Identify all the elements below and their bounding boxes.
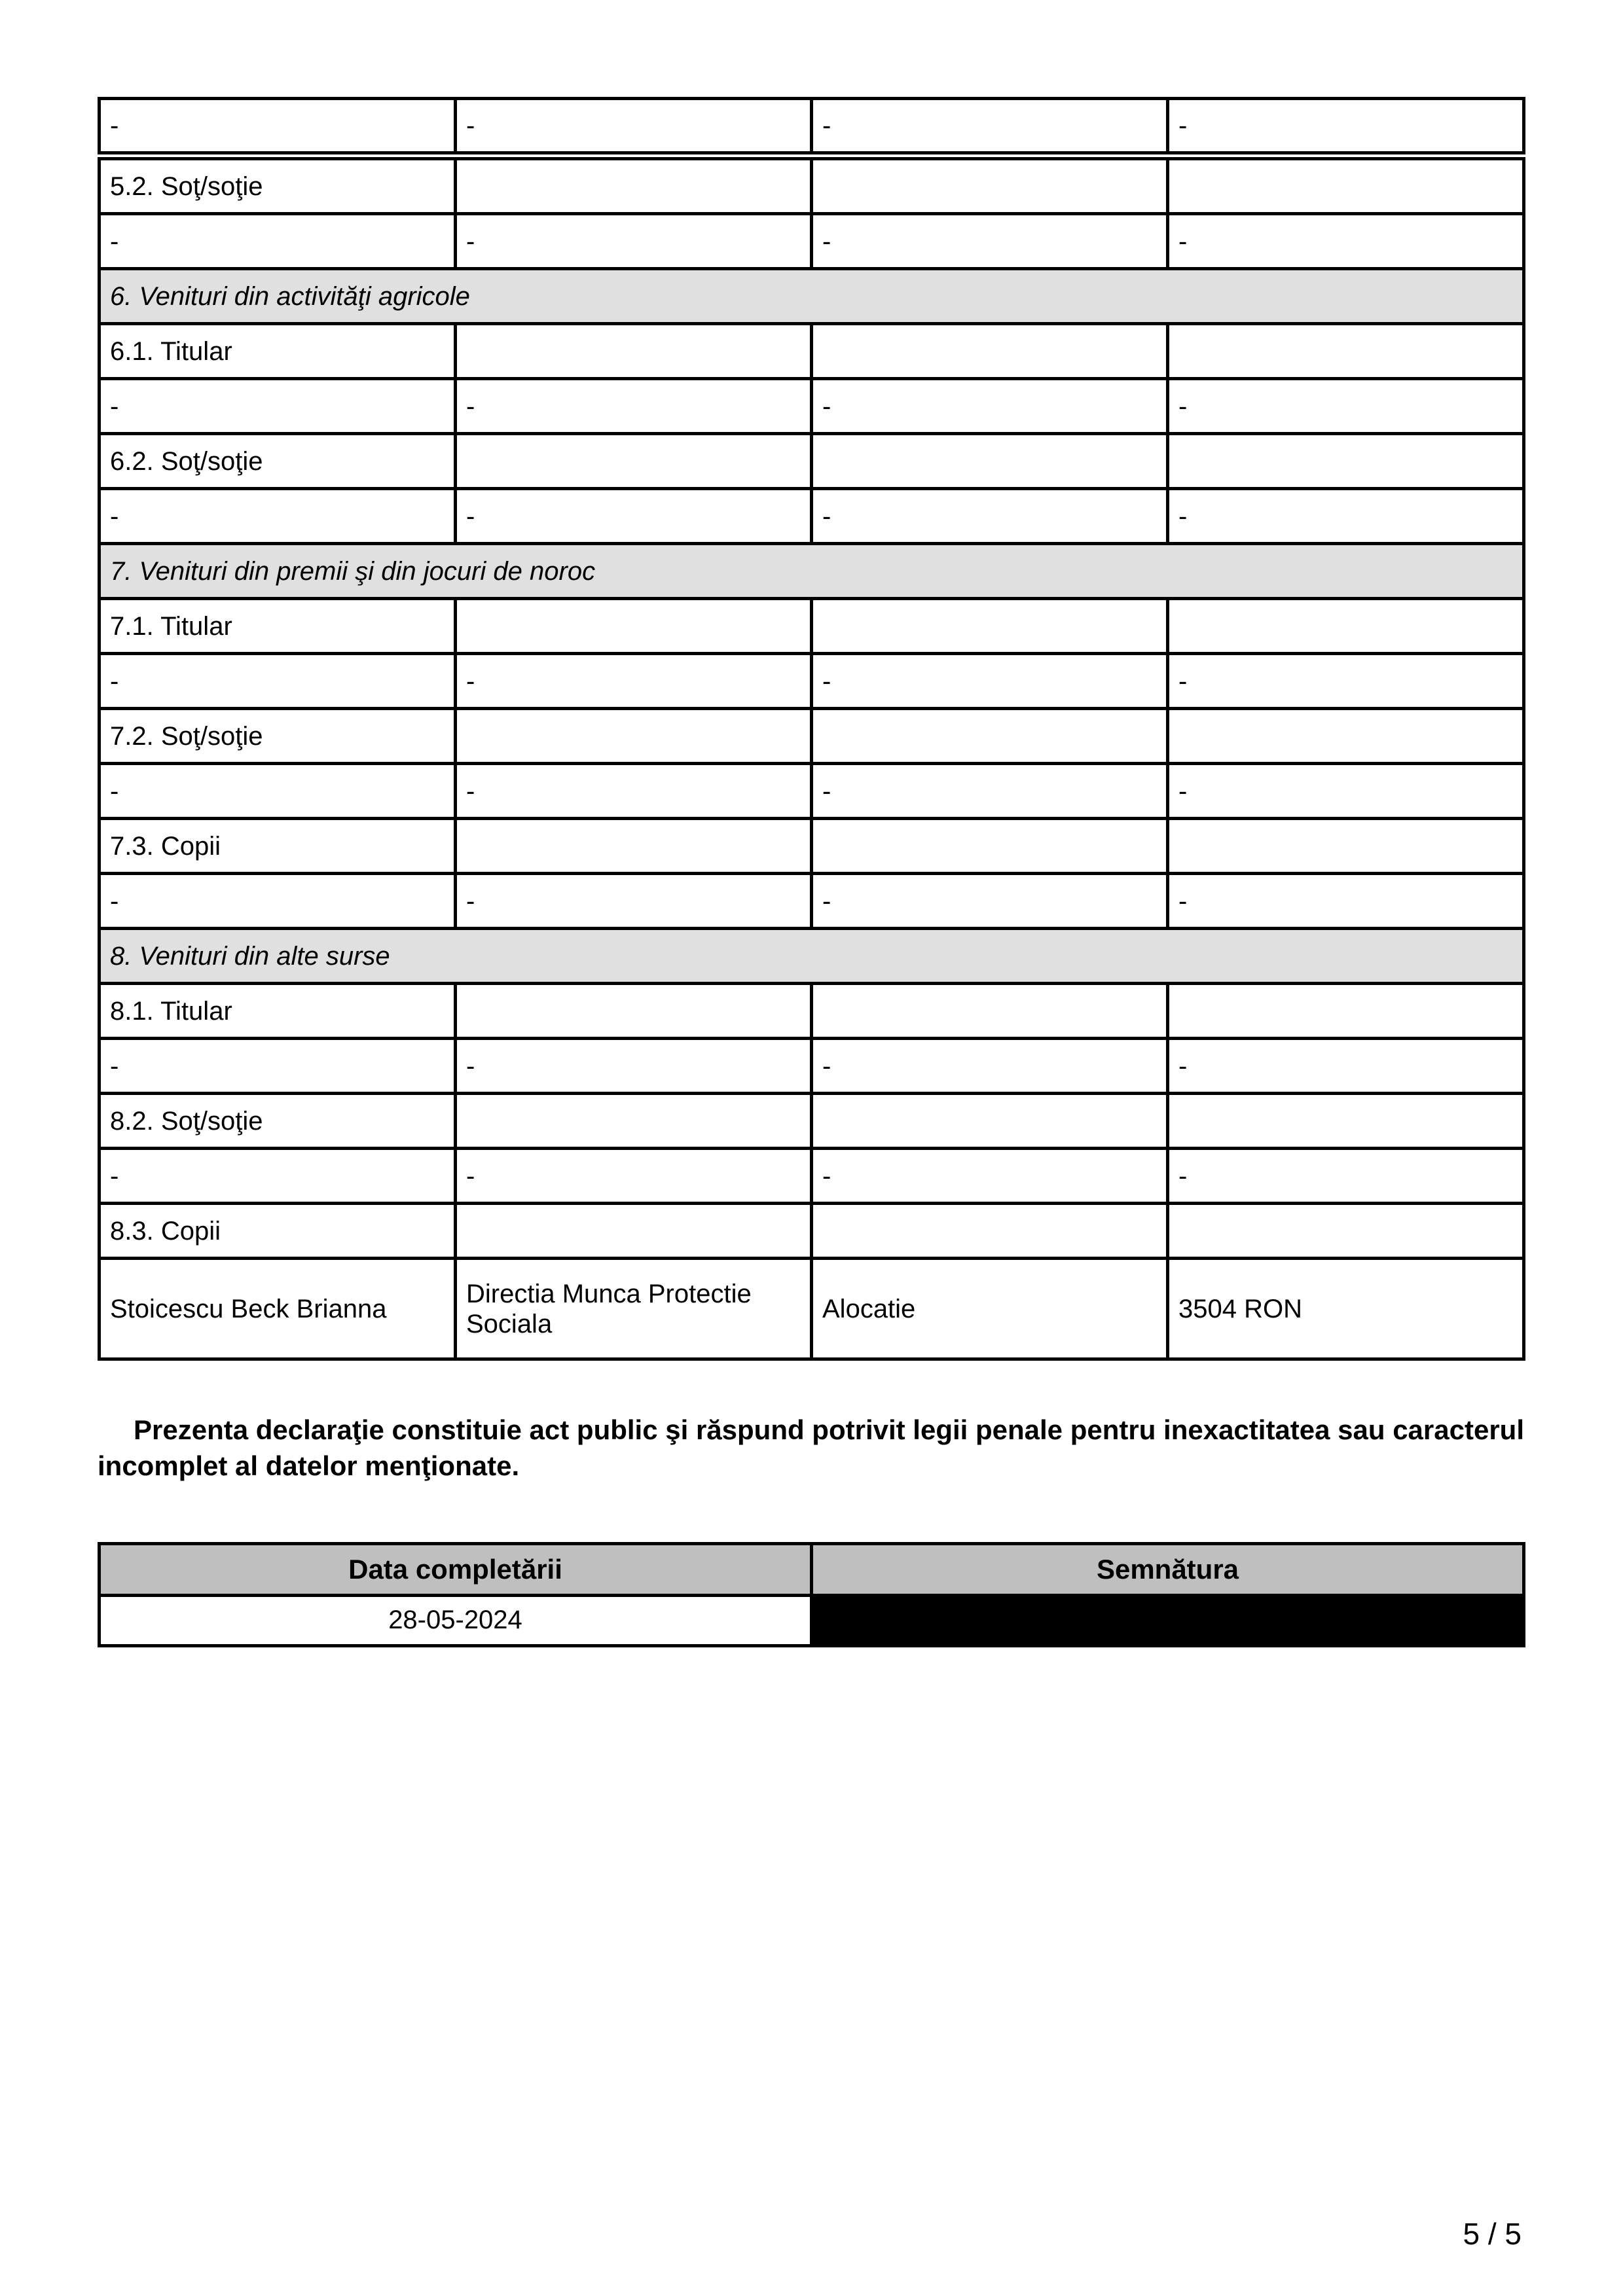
table-cell: - — [812, 214, 1168, 269]
table-cell: - — [456, 1039, 812, 1094]
category-label-row — [100, 434, 1524, 489]
empty-cell — [1168, 984, 1524, 1039]
section-header-row — [100, 269, 1524, 324]
empty-cell — [456, 159, 812, 214]
table-cell: - — [456, 654, 812, 709]
table-cell: 3504 RON — [1168, 1259, 1524, 1359]
empty-cell — [456, 984, 812, 1039]
table-cell: - — [1168, 1149, 1524, 1204]
category-label-row — [100, 709, 1524, 764]
table-cell: - — [1168, 214, 1524, 269]
empty-cell — [456, 324, 812, 379]
category-label-cell: 7.1. Titular — [100, 599, 456, 654]
table-cell: - — [100, 1149, 456, 1204]
declaration-statement: Prezenta declaraţie constituie act public şi răspund potrivit legii penale pentru inexactitatea sau caracterul incomplet al datelor menţionate. — [98, 1414, 1524, 1482]
document-content — [98, 97, 1525, 1647]
empty-dash-row — [100, 1039, 1524, 1094]
empty-cell — [456, 709, 812, 764]
empty-cell — [1168, 819, 1524, 874]
category-label-cell: 6.2. Soţ/soţie — [100, 434, 456, 489]
signature-redacted-cell — [812, 1595, 1524, 1645]
empty-cell — [1168, 709, 1524, 764]
empty-cell — [456, 599, 812, 654]
table-cell: - — [1168, 489, 1524, 544]
empty-cell — [456, 434, 812, 489]
income-table-continuation — [98, 97, 1525, 154]
table-cell: - — [456, 764, 812, 819]
category-label-cell: 8.1. Titular — [100, 984, 456, 1039]
table-cell: - — [456, 1149, 812, 1204]
table-cell: - — [456, 379, 812, 434]
table-cell: - — [100, 489, 456, 544]
category-label-cell: 6.1. Titular — [100, 324, 456, 379]
table-cell: - — [1168, 654, 1524, 709]
empty-dash-row — [100, 1149, 1524, 1204]
category-label-row — [100, 159, 1524, 214]
category-label-cell: 8.3. Copii — [100, 1204, 456, 1259]
empty-dash-row — [100, 654, 1524, 709]
signature-table-header-row — [100, 1543, 1524, 1595]
table-cell: - — [1168, 379, 1524, 434]
section-header-cell: 7. Venituri din premii şi din jocuri de noroc — [100, 544, 1524, 599]
empty-cell — [812, 1204, 1168, 1259]
table-cell: - — [812, 489, 1168, 544]
income-data-row — [100, 1259, 1524, 1359]
empty-cell — [456, 819, 812, 874]
table-cell: - — [812, 99, 1168, 153]
empty-cell — [456, 1094, 812, 1149]
category-label-cell: 8.2. Soţ/soţie — [100, 1094, 456, 1149]
table-cell: Alocatie — [812, 1259, 1168, 1359]
date-completed-header: Data completării — [100, 1543, 812, 1595]
table-cell: - — [812, 379, 1168, 434]
category-label-row — [100, 324, 1524, 379]
table-cell: - — [1168, 1039, 1524, 1094]
empty-cell — [456, 1204, 812, 1259]
empty-dash-row — [100, 99, 1524, 153]
table-cell: - — [812, 1149, 1168, 1204]
empty-cell — [1168, 434, 1524, 489]
category-label-row — [100, 1204, 1524, 1259]
empty-cell — [812, 159, 1168, 214]
date-completed-value: 28-05-2024 — [100, 1595, 812, 1645]
table-cell: - — [100, 99, 456, 153]
empty-dash-row — [100, 379, 1524, 434]
empty-dash-row — [100, 874, 1524, 929]
signature-table — [98, 1542, 1525, 1647]
category-label-row — [100, 599, 1524, 654]
section-header-cell: 6. Venituri din activităţi agricole — [100, 269, 1524, 324]
table-cell: - — [100, 214, 456, 269]
table-cell: - — [1168, 764, 1524, 819]
section-header-row — [100, 929, 1524, 984]
table-cell: - — [100, 654, 456, 709]
table-cell: - — [812, 764, 1168, 819]
category-label-cell: 5.2. Soţ/soţie — [100, 159, 456, 214]
category-label-cell: 7.2. Soţ/soţie — [100, 709, 456, 764]
empty-cell — [1168, 1204, 1524, 1259]
empty-cell — [812, 1094, 1168, 1149]
table-cell: - — [456, 214, 812, 269]
signature-table-value-row — [100, 1595, 1524, 1645]
empty-dash-row — [100, 214, 1524, 269]
signature-header: Semnătura — [812, 1543, 1524, 1595]
section-header-cell: 8. Venituri din alte surse — [100, 929, 1524, 984]
table-cell: - — [812, 874, 1168, 929]
table-cell: - — [100, 379, 456, 434]
category-label-cell: 7.3. Copii — [100, 819, 456, 874]
table-cell: Stoicescu Beck Brianna — [100, 1259, 456, 1359]
table-cell: - — [456, 99, 812, 153]
empty-cell — [1168, 599, 1524, 654]
section-header-row — [100, 544, 1524, 599]
category-label-row — [100, 984, 1524, 1039]
empty-cell — [812, 324, 1168, 379]
empty-cell — [812, 599, 1168, 654]
category-label-row — [100, 1094, 1524, 1149]
table-cell: - — [812, 1039, 1168, 1094]
empty-cell — [1168, 1094, 1524, 1149]
empty-cell — [1168, 324, 1524, 379]
empty-cell — [812, 984, 1168, 1039]
table-cell: - — [456, 874, 812, 929]
income-table — [98, 157, 1525, 1361]
table-cell: - — [1168, 874, 1524, 929]
empty-dash-row — [100, 489, 1524, 544]
table-cell: - — [100, 764, 456, 819]
page-number: 5 / 5 — [1463, 2217, 1522, 2251]
table-cell: - — [1168, 99, 1524, 153]
empty-cell — [1168, 159, 1524, 214]
table-cell: Directia Munca Protectie Sociala — [456, 1259, 812, 1359]
category-label-row — [100, 819, 1524, 874]
empty-cell — [812, 434, 1168, 489]
table-cell: - — [456, 489, 812, 544]
table-cell: - — [100, 1039, 456, 1094]
table-cell: - — [812, 654, 1168, 709]
empty-dash-row — [100, 764, 1524, 819]
table-cell: - — [100, 874, 456, 929]
empty-cell — [812, 819, 1168, 874]
empty-cell — [812, 709, 1168, 764]
